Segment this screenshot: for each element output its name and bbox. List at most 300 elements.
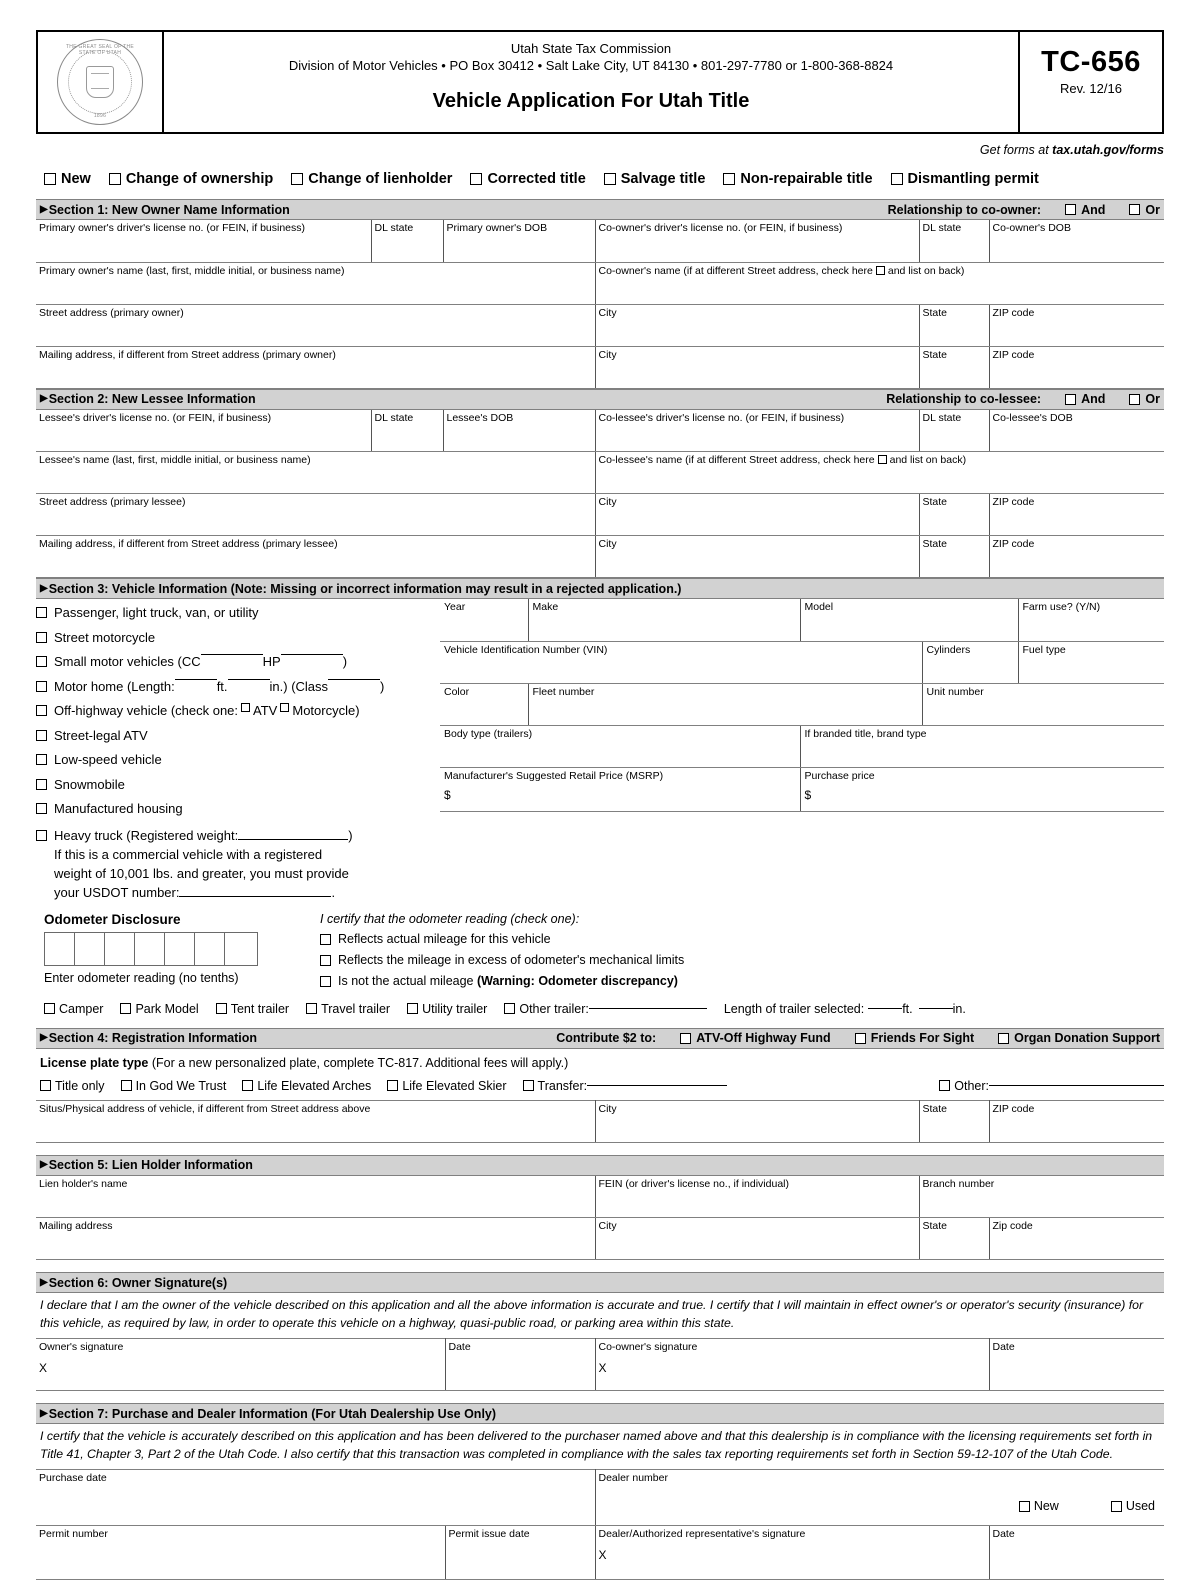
checkbox-icon[interactable] [36,607,47,618]
checkbox-icon[interactable] [680,1033,691,1044]
checkbox-icon[interactable] [36,803,47,814]
table-row [36,536,1164,578]
msrp-label: Manufacturer's Suggested Retail Price (MSRP) [444,769,664,782]
form-revision: Rev. 12/16 [1060,81,1122,96]
section-3-title: Section 3: Vehicle Information (Note: Missing or incorrect information may result in a rejected application.) [48,581,682,596]
trailer-type-row [36,1002,1164,1016]
checkbox-co-lessee-or[interactable] [1129,392,1160,406]
label: Life Elevated Skier [402,1078,507,1093]
contribute-group [556,1031,1160,1045]
seal-year: 1896 [93,113,107,119]
field-primary-mailing-zip[interactable]: ZIP code [989,346,1164,388]
input-trailer-length-inches[interactable] [919,1008,953,1009]
heavy-truck-note-line2: weight of 10,001 lbs. and greater, you must provide [54,865,349,881]
label-post: ) [342,654,348,669]
checkbox-icon[interactable] [998,1033,1009,1044]
input-hp[interactable] [281,654,343,655]
field-dealer-signature[interactable] [595,1526,989,1580]
checkbox-icon[interactable] [523,1080,534,1091]
field-farm-use[interactable]: Farm use? (Y/N) [1018,599,1164,641]
field-color[interactable]: Color [440,683,528,725]
table-row [36,346,1164,388]
field-primary-mailing-state[interactable]: State [919,346,989,388]
checkbox-street-motorcycle[interactable] [36,630,440,646]
field-msrp[interactable] [440,767,800,811]
odometer-digit-box[interactable] [165,933,195,965]
field-coowner-dl-state[interactable]: DL state [919,220,989,262]
checkbox-icon[interactable] [320,955,331,966]
field-lien-zip[interactable]: Zip code [989,1218,1164,1260]
field-primary-city[interactable]: City [595,304,919,346]
license-plate-options-row [36,1079,1164,1093]
table-row [36,1218,1164,1260]
get-forms-url: tax.utah.gov/forms [1052,143,1164,157]
field-lessee-state[interactable]: State [919,494,989,536]
odometer-title: Odometer Disclosure [44,911,181,927]
field-year[interactable]: Year [440,599,528,641]
odometer-digit-box[interactable] [45,933,75,965]
field-owner-signature[interactable] [36,1339,445,1391]
label: Other trailer: [519,1001,589,1016]
checkbox-new-vehicle[interactable] [1019,1500,1059,1512]
field-fuel-type[interactable]: Fuel type [1018,641,1164,683]
input-motorhome-class[interactable] [328,679,380,680]
checkbox-icon[interactable] [855,1033,866,1044]
checkbox-icon[interactable] [36,681,47,692]
field-lessee-dl-no[interactable]: Lessee's driver's license no. (or FEIN, if business) [36,410,371,452]
checkbox-icon[interactable] [1019,1501,1030,1512]
table-row [440,767,1164,811]
section-7-table [36,1469,1164,1580]
field-coowner-dl-no[interactable]: Co-owner's driver's license no. (or FEIN, if business) [595,220,919,262]
checkbox-icon[interactable] [1129,204,1140,215]
odometer-certify-label: I certify that the odometer reading (check one): [320,911,580,926]
field-primary-state[interactable]: State [919,304,989,346]
field-situs-address[interactable]: Situs/Physical address of vehicle, if different from Street address above [36,1100,595,1142]
checkbox-snowmobile[interactable] [36,777,440,793]
checkbox-life-elevated-skier[interactable] [387,1079,506,1093]
field-colessee-dob[interactable]: Co-lessee's DOB [989,410,1164,452]
field-colessee-dl-no[interactable]: Co-lessee's driver's license no. (or FEIN, if business) [595,410,919,452]
field-lessee-dob[interactable]: Lessee's DOB [443,410,595,452]
label: In God We Trust [135,1078,227,1093]
checkbox-camper[interactable] [44,1002,103,1016]
heavy-truck-note-line3 [54,883,440,902]
table-row [440,725,1164,767]
label: Reflects the mileage in excess of odometer's mechanical limits [338,952,685,967]
checkbox-new[interactable] [44,171,91,187]
label: New [61,171,91,187]
section-5-table [36,1176,1164,1261]
field-primary-dl-no[interactable]: Primary owner's driver's license no. (or FEIN, if business) [36,220,371,262]
field-model[interactable]: Model [800,599,1018,641]
checkbox-dismantling-permit[interactable] [891,171,1039,187]
label: Non-repairable title [740,171,873,187]
field-permit-issue-date[interactable]: Permit issue date [445,1526,595,1580]
label-mid: HP [262,654,281,669]
checkbox-utility-trailer[interactable] [407,1002,487,1016]
coowner-signature-label: Co-owner's signature [598,1341,698,1353]
vehicle-type-list [36,599,440,902]
field-permit-number[interactable]: Permit number [36,1526,445,1580]
input-transfer[interactable] [587,1085,727,1086]
label: Used [1125,1499,1156,1513]
label-ft: ft. [216,678,228,694]
checkbox-heavy-truck[interactable] [36,826,440,845]
checkbox-salvage-title[interactable] [604,171,706,187]
get-forms-prefix: Get forms at [979,143,1053,157]
section-4-header [36,1028,1164,1049]
field-primary-dl-state[interactable]: DL state [371,220,443,262]
field-lessee-mailing-state[interactable]: State [919,536,989,578]
checkbox-street-legal-atv[interactable] [36,728,440,744]
section-1-header [36,199,1164,220]
input-trailer-length-feet[interactable] [868,1008,902,1009]
checkbox-icon[interactable] [36,830,47,841]
odometer-certification-block [314,912,1164,995]
checkbox-co-owner-or[interactable] [1129,203,1160,217]
dealer-number-label: Dealer number [598,1472,668,1484]
section-7-title: Section 7: Purchase and Dealer Information (For Utah Dealership Use Only) [48,1406,497,1421]
checkbox-manufactured-housing[interactable] [36,801,440,817]
label-pre: Off-highway vehicle (check one: [54,703,239,718]
field-lessee-name[interactable]: Lessee's name (last, first, middle initial, or business name) [36,452,595,494]
vehicle-info-table [440,599,1164,812]
label: And [1081,392,1106,406]
label: Salvage title [620,171,706,187]
field-coowner-signature[interactable] [595,1339,989,1391]
table-row [440,599,1164,641]
label: New [1033,1499,1059,1513]
usdot-period: . [331,884,336,900]
purchase-price-label: Purchase price [804,769,875,782]
label: Or [1145,392,1160,406]
relationship-label: Relationship to co-owner: [887,202,1042,217]
label: ATV-Off Highway Fund [696,1031,831,1045]
label: Tent trailer [230,1001,290,1016]
input-usdot-number[interactable] [179,896,331,897]
checkbox-tent-trailer[interactable] [216,1002,289,1016]
section-arrow-icon: ▶ [40,1276,48,1288]
label: Camper [59,1001,104,1016]
label-pre: Heavy truck (Registered weight: [54,827,239,843]
license-plate-type-hint: (For a new personalized plate, complete TC-817. Additional fees will apply.) [151,1055,569,1070]
field-fleet-number[interactable]: Fleet number [528,683,922,725]
checkbox-icon[interactable] [36,730,47,741]
checkbox-other-trailer[interactable] [504,1002,706,1016]
field-primary-dob[interactable]: Primary owner's DOB [443,220,595,262]
label-atv: ATV [253,703,278,718]
trailer-length-group [724,1002,966,1016]
checkbox-icon[interactable] [36,632,47,643]
license-plate-type-label: License plate type [40,1055,152,1070]
field-coowner-signature-date[interactable]: Date [989,1339,1164,1391]
checkbox-icon[interactable] [387,1080,398,1091]
checkbox-organ-donation-support[interactable] [998,1031,1160,1045]
input-other-trailer[interactable] [589,1008,707,1009]
field-lessee-zip[interactable]: ZIP code [989,494,1164,536]
checkbox-icon[interactable] [121,1080,132,1091]
seal-inner [68,50,132,114]
heavy-truck-note [36,845,440,902]
field-lien-branch-number[interactable]: Branch number [919,1176,1164,1218]
seal-shield-icon [86,66,114,98]
label-warning: (Warning: Odometer discrepancy) [476,973,678,988]
msrp-dollar-sign: $ [444,787,451,802]
header-form-code [1020,32,1162,132]
checkbox-odometer-not-actual[interactable] [320,974,1164,988]
checkbox-icon[interactable] [320,976,331,987]
checkbox-low-speed-vehicle[interactable] [36,752,440,768]
purchase-price-dollar-sign: $ [804,787,812,802]
checkbox-travel-trailer[interactable] [306,1002,390,1016]
field-lien-mailing-address[interactable]: Mailing address [36,1218,595,1260]
checkbox-icon[interactable] [604,173,616,185]
checkbox-icon[interactable] [36,705,47,716]
field-make[interactable]: Make [528,599,800,641]
section-5-header [36,1155,1164,1176]
label-post: ) [380,678,385,694]
input-cc[interactable] [201,654,263,655]
label: Utility trailer [422,1001,488,1016]
checkbox-icon[interactable] [36,656,47,667]
checkbox-icon[interactable] [504,1003,515,1014]
checkbox-icon[interactable] [723,173,735,185]
checkbox-icon[interactable] [44,173,56,185]
label: Corrected title [487,171,586,187]
table-row [440,683,1164,725]
label: Low-speed vehicle [54,752,162,767]
checkbox-icon[interactable] [216,1003,227,1014]
checkbox-atv-off-highway-fund[interactable] [680,1031,830,1045]
label: Transfer: [537,1078,588,1093]
section-3-body [36,599,1164,902]
section-5-title: Section 5: Lien Holder Information [48,1158,253,1172]
field-lessee-mailing-zip[interactable]: ZIP code [989,536,1164,578]
header-center [164,32,1020,132]
section-2-relationship [886,392,1160,406]
checkbox-icon[interactable] [876,266,885,275]
checkbox-change-of-lienholder[interactable] [291,171,452,187]
label: Or [1145,202,1160,217]
checkbox-ohv-motorcycle-icon[interactable] [280,703,289,712]
section-6-title: Section 6: Owner Signature(s) [48,1275,228,1290]
section-6-signature-table [36,1338,1164,1391]
checkbox-park-model[interactable] [120,1002,198,1016]
checkbox-icon[interactable] [306,1003,317,1014]
checkbox-icon[interactable] [44,1003,55,1014]
field-purchase-date[interactable]: Purchase date [36,1470,595,1526]
checkbox-corrected-title[interactable] [470,171,585,187]
table-row [36,1470,1164,1526]
field-lessee-street-address[interactable]: Street address (primary lessee) [36,494,595,536]
field-colessee-dl-state[interactable]: DL state [919,410,989,452]
section-arrow-icon: ▶ [40,1407,48,1419]
checkbox-small-motor-vehicles[interactable] [36,654,440,670]
label: Life Elevated Arches [257,1078,372,1093]
field-coowner-name[interactable] [595,262,1164,304]
odometer-reading-boxes[interactable] [44,932,258,966]
input-registered-weight[interactable] [238,839,348,840]
checkbox-off-highway-vehicle[interactable] [36,703,440,719]
field-primary-owner-name[interactable]: Primary owner's name (last, first, middle initial, or business name) [36,262,595,304]
label: Passenger, light truck, van, or utility [54,605,259,620]
checkbox-icon[interactable] [891,173,903,185]
field-lessee-city[interactable]: City [595,494,919,536]
field-brand-type[interactable]: If branded title, brand type [800,725,1164,767]
field-lessee-dl-state[interactable]: DL state [371,410,443,452]
signature-x-mark: X [598,1361,607,1375]
field-owner-signature-date[interactable]: Date [445,1339,595,1391]
field-colessee-name[interactable] [595,452,1164,494]
checkbox-icon[interactable] [470,173,482,185]
checkbox-motor-home[interactable] [36,679,440,695]
odometer-digit-box[interactable] [105,933,135,965]
section-arrow-icon: ▶ [40,1032,48,1043]
checkbox-icon[interactable] [120,1003,131,1014]
table-row [36,1100,1164,1142]
owner-declaration-text: I declare that I am the owner of the vehicle described on this application and all the above information is accurate and true. I certify that I will maintain in effect owner's or operator's security (insurance) for this vehicle, as required by law, in order to operate this vehicle on a highway, quasi-public road, or parking area within this state. [40,1298,1144,1330]
field-purchase-price[interactable] [800,767,1164,811]
odometer-digit-box[interactable] [225,933,255,965]
section-1-table [36,220,1164,389]
field-vin[interactable]: Vehicle Identification Number (VIN) [440,641,922,683]
label: Manufactured housing [54,801,183,816]
checkbox-icon[interactable] [109,173,121,185]
colessee-name-post: and list on back) [889,454,967,466]
section-2-header [36,389,1164,410]
checkbox-icon[interactable] [1111,1501,1122,1512]
form-code: TC-656 [1041,46,1141,78]
checkbox-icon[interactable] [1065,394,1076,405]
form-page [0,30,1200,1582]
checkbox-icon[interactable] [242,1080,253,1091]
label: Dismantling permit [907,171,1039,187]
checkbox-icon[interactable] [1129,394,1140,405]
field-primary-mailing-city[interactable]: City [595,346,919,388]
input-motorhome-feet[interactable] [175,679,217,680]
seal-ring-text: THE GREAT SEAL OF THE STATE OF UTAH [65,44,135,56]
checkbox-passenger[interactable] [36,605,440,621]
checkbox-title-only[interactable] [40,1079,105,1093]
agency-name: Utah State Tax Commission [510,41,672,56]
trailer-length-label: Length of trailer selected: [723,1001,865,1016]
state-seal-cell [38,32,164,132]
checkbox-friends-for-sight[interactable] [855,1031,974,1045]
checkbox-icon[interactable] [407,1003,418,1014]
odometer-section [36,912,1164,995]
checkbox-icon[interactable] [36,779,47,790]
checkbox-icon[interactable] [939,1080,950,1091]
checkbox-transfer[interactable] [523,1079,728,1093]
field-lessee-mailing-city[interactable]: City [595,536,919,578]
field-primary-street-address[interactable]: Street address (primary owner) [36,304,595,346]
label: Street motorcycle [54,629,156,645]
odometer-digit-box[interactable] [75,933,105,965]
checkbox-co-owner-and[interactable] [1065,203,1105,217]
field-dealer-signature-date[interactable]: Date [989,1526,1164,1580]
section-arrow-icon: ▶ [40,582,48,594]
label: Change of lienholder [308,171,453,187]
field-primary-zip[interactable]: ZIP code [989,304,1164,346]
field-lessee-mailing-address[interactable]: Mailing address, if different from Street address (primary lessee) [36,536,595,578]
label: Park Model [135,1001,199,1016]
checkbox-change-of-ownership[interactable] [109,171,273,187]
checkbox-co-lessee-and[interactable] [1065,392,1105,406]
checkbox-odometer-actual-mileage[interactable] [320,932,1164,946]
new-used-group [599,1500,1162,1512]
odometer-digit-box[interactable] [195,933,225,965]
label-post: ) [348,827,353,843]
checkbox-icon[interactable] [320,934,331,945]
label: Street-legal ATV [54,727,148,743]
relationship-label: Relationship to co-lessee: [886,392,1042,406]
checkbox-non-repairable-title[interactable] [723,171,872,187]
signature-x-mark: X [598,1548,607,1562]
trailer-length-ft: ft. [902,1001,913,1016]
section-1-relationship [888,203,1160,217]
odometer-caption: Enter odometer reading (no tenths) [44,970,239,985]
field-lien-fein[interactable]: FEIN (or driver's license no., if individual) [595,1176,919,1218]
field-cylinders[interactable]: Cylinders [922,641,1018,683]
field-situs-state[interactable]: State [919,1100,989,1142]
checkbox-ohv-atv-icon[interactable] [241,703,250,712]
owner-signature-label: Owner's signature [39,1341,124,1353]
checkbox-odometer-excess-limits[interactable] [320,953,1164,967]
checkbox-used-vehicle[interactable] [1111,1500,1155,1512]
checkbox-icon[interactable] [291,173,303,185]
field-coowner-dob[interactable]: Co-owner's DOB [989,220,1164,262]
signature-x-mark: X [39,1361,48,1375]
checkbox-icon[interactable] [878,455,887,464]
section-6-header [36,1272,1164,1293]
field-lien-city[interactable]: City [595,1218,919,1260]
label: Reflects actual mileage for this vehicle [338,931,551,946]
checkbox-icon[interactable] [1065,204,1076,215]
table-row [36,304,1164,346]
colessee-name-pre: Co-lessee's name (if at different Street address, check here [598,454,875,466]
input-motorhome-inches[interactable] [228,679,270,680]
dealer-declaration-text: I certify that the vehicle is accurately described on this application and has been delivered to the purchaser named above and that this dealership is in compliance with the licensing requirements set forth in Title 41, Chapter 3, Part 2 of the Utah Code. I also certify that this transaction was completed in compliance with the sales tax reporting requirements set forth in Section 59-12-107 of the Utah Code. [40,1429,1153,1461]
coowner-name-pre: Co-owner's name (if at different Street address, check here [598,264,873,277]
coowner-name-post: and list on back) [887,264,965,277]
contribute-label: Contribute $2 to: [556,1031,657,1045]
field-lien-holder-name[interactable]: Lien holder's name [36,1176,595,1218]
field-body-type[interactable]: Body type (trailers) [440,725,800,767]
field-situs-zip[interactable]: ZIP code [989,1100,1164,1142]
trailer-length-in: in. [952,1001,966,1016]
checkbox-life-elevated-arches[interactable] [242,1079,371,1093]
table-row [36,220,1164,262]
field-situs-city[interactable]: City [595,1100,919,1142]
page-title: Vehicle Application For Utah Title [432,90,750,112]
label: Friends For Sight [870,1031,975,1045]
field-primary-mailing-address[interactable]: Mailing address, if different from Street address (primary owner) [36,346,595,388]
checkbox-icon[interactable] [40,1080,51,1091]
usdot-label: your USDOT number: [54,884,180,900]
heavy-truck-block [36,826,440,902]
field-dealer-number[interactable] [595,1470,1164,1526]
checkbox-icon[interactable] [36,754,47,765]
field-lien-state[interactable]: State [919,1218,989,1260]
checkbox-plate-other[interactable] [939,1079,1164,1093]
input-plate-other[interactable] [989,1085,1164,1086]
checkbox-in-god-we-trust[interactable] [121,1079,227,1093]
section-7-header [36,1403,1164,1424]
odometer-digit-box[interactable] [135,933,165,965]
field-unit-number[interactable]: Unit number [922,683,1164,725]
utah-state-seal-icon [57,39,143,125]
